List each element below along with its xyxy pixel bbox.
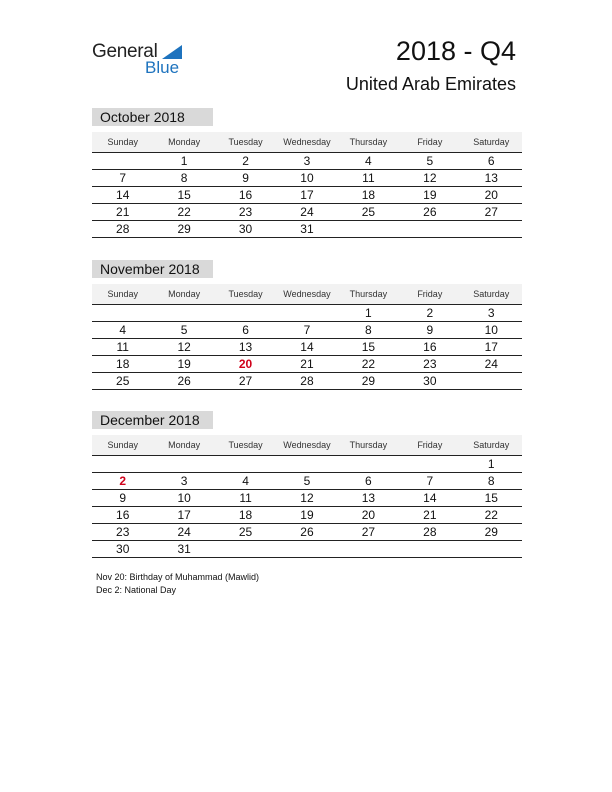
day-cell: 26 xyxy=(300,525,314,539)
weekday-label: Friday xyxy=(417,440,443,450)
day-cell: 4 xyxy=(365,154,372,168)
day-cell: 20 xyxy=(361,508,376,522)
day-cell: 2 xyxy=(242,154,249,168)
day-cell: 5 xyxy=(303,474,311,488)
weekday-header xyxy=(92,435,522,456)
day-cell: 25 xyxy=(116,374,130,388)
day-cell: 18 xyxy=(116,357,130,371)
day-cell: 16 xyxy=(238,188,253,202)
page-title: 2018 - Q4 xyxy=(395,36,516,66)
weekday-label: Saturday xyxy=(473,440,510,450)
weekday-header xyxy=(92,284,522,305)
day-cell: 1 xyxy=(180,154,188,168)
day-cell: 10 xyxy=(177,491,191,505)
week-row xyxy=(92,373,522,390)
weekday-label: Sunday xyxy=(107,440,138,450)
weekday-label: Thursday xyxy=(349,289,388,299)
day-cell: 23 xyxy=(423,357,437,371)
day-cell: 27 xyxy=(238,374,253,388)
day-cell: 10 xyxy=(484,323,498,337)
day-cell: 12 xyxy=(177,340,191,354)
month-november xyxy=(92,260,522,390)
day-cell: 2 xyxy=(426,306,434,320)
weekday-header xyxy=(92,132,522,153)
week-row xyxy=(92,170,522,187)
month-december xyxy=(92,411,522,558)
day-cell: 30 xyxy=(423,374,437,388)
day-cell: 22 xyxy=(177,205,191,219)
day-cell: 15 xyxy=(361,340,376,354)
day-cell: 16 xyxy=(423,340,437,354)
week-row xyxy=(92,473,522,490)
day-cell: 26 xyxy=(423,205,437,219)
week-row xyxy=(92,507,522,524)
weekday-label: Monday xyxy=(168,289,201,299)
day-cell: 31 xyxy=(177,542,191,556)
weekday-label: Thursday xyxy=(349,440,388,450)
day-cell: 15 xyxy=(484,491,498,505)
day-cell: 7 xyxy=(303,323,311,337)
day-cell: 14 xyxy=(116,188,130,202)
weekday-label: Friday xyxy=(417,289,443,299)
day-cell: 24 xyxy=(300,205,314,219)
weekday-label: Thursday xyxy=(349,137,388,147)
week-row xyxy=(92,524,522,541)
week-row xyxy=(92,322,522,339)
day-cell: 29 xyxy=(177,222,191,236)
weekday-label: Wednesday xyxy=(283,440,331,450)
day-cell: 25 xyxy=(361,205,376,219)
day-cell: 5 xyxy=(426,154,434,168)
week-row xyxy=(92,339,522,356)
day-cell: 19 xyxy=(177,357,191,371)
day-cell: 20 xyxy=(238,357,253,371)
day-cell: 11 xyxy=(239,491,252,505)
day-cell: 20 xyxy=(484,188,498,202)
week-row xyxy=(92,221,522,238)
day-cell: 27 xyxy=(361,525,376,539)
month-october xyxy=(92,108,522,238)
day-cell: 10 xyxy=(300,171,314,185)
weekday-label: Saturday xyxy=(473,289,510,299)
week-row xyxy=(92,204,522,221)
day-cell: 21 xyxy=(300,357,314,371)
week-row xyxy=(92,490,522,507)
day-cell: 19 xyxy=(300,508,314,522)
day-cell: 7 xyxy=(119,171,127,185)
weekday-label: Friday xyxy=(417,137,443,147)
day-cell: 30 xyxy=(238,222,253,236)
day-cell: 9 xyxy=(242,171,249,185)
day-cell: 30 xyxy=(116,542,130,556)
day-cell: 12 xyxy=(423,171,437,185)
day-cell: 11 xyxy=(116,340,129,354)
logo-general-text: General xyxy=(92,41,158,62)
weekday-label: Wednesday xyxy=(283,289,331,299)
day-cell: 3 xyxy=(303,154,311,168)
day-cell: 6 xyxy=(487,154,495,168)
day-cell: 25 xyxy=(238,525,253,539)
day-cell: 13 xyxy=(484,171,498,185)
day-cell: 6 xyxy=(242,323,249,337)
week-row xyxy=(92,305,522,322)
day-cell: 8 xyxy=(365,323,372,337)
day-cell: 21 xyxy=(116,205,130,219)
month-label: December 2018 xyxy=(92,411,213,429)
day-cell: 22 xyxy=(484,508,498,522)
logo xyxy=(92,41,192,81)
day-cell: 18 xyxy=(238,508,253,522)
holiday-notes xyxy=(96,571,259,597)
day-cell: 12 xyxy=(300,491,314,505)
day-cell: 24 xyxy=(484,357,498,371)
day-cell: 17 xyxy=(177,508,191,522)
weekday-label: Wednesday xyxy=(283,137,331,147)
week-row xyxy=(92,456,522,473)
day-cell: 2 xyxy=(119,474,127,488)
week-row xyxy=(92,153,522,170)
day-cell: 1 xyxy=(365,306,372,320)
day-cell: 26 xyxy=(177,374,191,388)
day-cell: 17 xyxy=(484,340,498,354)
day-cell: 7 xyxy=(426,474,434,488)
day-cell: 4 xyxy=(242,474,249,488)
day-cell: 13 xyxy=(238,340,253,354)
day-cell: 14 xyxy=(300,340,314,354)
day-cell: 23 xyxy=(116,525,130,539)
day-cell: 9 xyxy=(119,491,127,505)
day-cell: 27 xyxy=(484,205,498,219)
day-cell: 28 xyxy=(116,222,130,236)
logo-flag-icon xyxy=(162,45,182,59)
day-cell: 13 xyxy=(361,491,376,505)
holiday-note: Dec 2: National Day xyxy=(96,585,177,595)
holiday-note: Nov 20: Birthday of Muhammad (Mawlid) xyxy=(96,572,260,582)
weekday-label: Sunday xyxy=(107,137,138,147)
day-cell: 4 xyxy=(119,323,127,337)
day-cell: 31 xyxy=(300,222,314,236)
weekday-label: Saturday xyxy=(473,137,510,147)
day-cell: 6 xyxy=(365,474,372,488)
day-cell: 24 xyxy=(177,525,191,539)
weekday-label: Monday xyxy=(168,137,201,147)
day-cell: 8 xyxy=(487,474,495,488)
day-cell: 14 xyxy=(423,491,437,505)
day-cell: 15 xyxy=(177,188,191,202)
country-name: United Arab Emirates xyxy=(345,74,516,94)
logo-blue-text: Blue xyxy=(145,58,180,77)
weekday-label: Monday xyxy=(168,440,201,450)
day-cell: 17 xyxy=(300,188,314,202)
week-row xyxy=(92,187,522,204)
weekday-label: Tuesday xyxy=(228,289,263,299)
weekday-label: Sunday xyxy=(107,289,138,299)
month-label: October 2018 xyxy=(92,108,213,126)
day-cell: 8 xyxy=(180,171,188,185)
day-cell: 21 xyxy=(423,508,437,522)
weekday-label: Tuesday xyxy=(228,137,263,147)
day-cell: 5 xyxy=(180,323,188,337)
day-cell: 29 xyxy=(484,525,498,539)
week-row xyxy=(92,541,522,558)
day-cell: 3 xyxy=(487,306,495,320)
day-cell: 22 xyxy=(361,357,376,371)
day-cell: 3 xyxy=(180,474,188,488)
day-cell: 18 xyxy=(361,188,376,202)
day-cell: 19 xyxy=(423,188,437,202)
day-cell: 16 xyxy=(116,508,130,522)
day-cell: 29 xyxy=(361,374,376,388)
week-row xyxy=(92,356,522,373)
day-cell: 1 xyxy=(487,457,495,471)
day-cell: 28 xyxy=(423,525,437,539)
day-cell: 11 xyxy=(362,171,375,185)
day-cell: 9 xyxy=(426,323,434,337)
weekday-label: Tuesday xyxy=(228,440,263,450)
day-cell: 23 xyxy=(238,205,253,219)
day-cell: 28 xyxy=(300,374,314,388)
month-label: November 2018 xyxy=(92,260,213,278)
